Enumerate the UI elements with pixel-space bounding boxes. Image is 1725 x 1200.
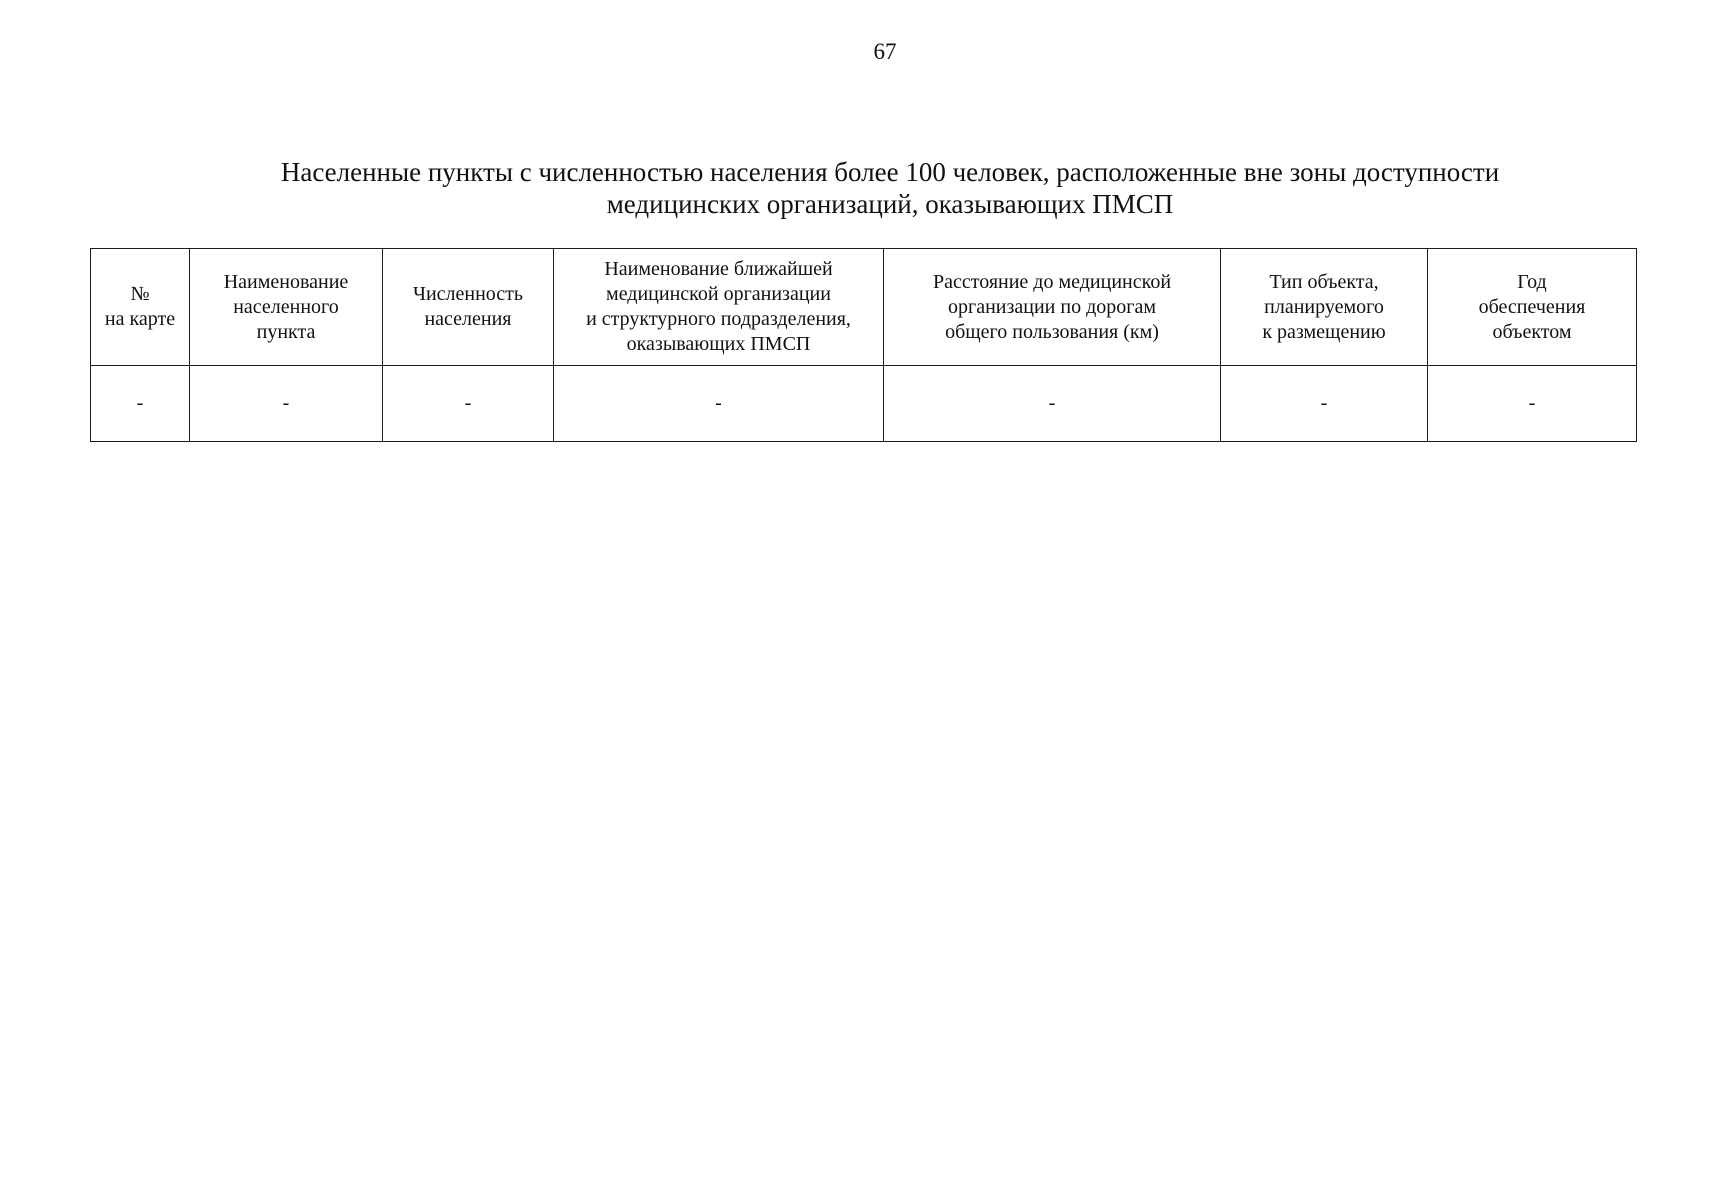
settlements-table [90,248,1637,442]
document-title [200,156,1580,220]
header-line: Наименование ближайшей [604,258,833,280]
table-cell: - [1428,366,1637,442]
header-line: оказывающих ПМСП [626,333,811,355]
table-cell: - [190,366,383,442]
table-cell: - [554,366,884,442]
header-line: пункта [256,320,316,343]
header-distance [884,249,1221,366]
header-line: населенного [233,295,339,318]
header-line: № [130,283,150,305]
header-settlement-name [190,249,383,366]
page-number: 67 [873,39,897,64]
header-line: планируемого [1264,295,1384,318]
table-cell: - [91,366,190,442]
header-line: объектом [1492,320,1572,343]
header-line: Тип объекта, [1269,270,1379,293]
table-header-row [91,249,1637,366]
header-line: обеспечения [1478,295,1586,318]
header-line: Численность [412,283,524,305]
header-line: на карте [104,308,176,330]
header-nearest-organization [554,249,884,366]
table-cell: - [383,366,554,442]
header-object-type [1221,249,1428,366]
header-line: медицинской организации [606,283,831,305]
header-line: Наименование [223,270,349,293]
table-cell: - [884,366,1221,442]
document-title-line-1: Населенные пункты с численностью населения более 100 человек, расположенные вне зоны доступности [280,157,1500,187]
header-line: организации по дорогам [948,295,1156,318]
document-title-line-2: медицинских организаций, оказывающих ПМСП [606,189,1174,219]
header-line: Год [1517,270,1547,293]
header-line: Расстояние до медицинской [932,270,1172,293]
header-population [383,249,554,366]
table-row [91,366,1637,442]
header-line: и структурного подразделения, [586,308,851,330]
header-provision-year [1428,249,1637,366]
header-line: общего пользования (км) [945,320,1159,343]
table-cell: - [1221,366,1428,442]
header-line: к размещению [1262,320,1386,343]
header-map-number [91,249,190,366]
header-line: населения [424,308,512,330]
